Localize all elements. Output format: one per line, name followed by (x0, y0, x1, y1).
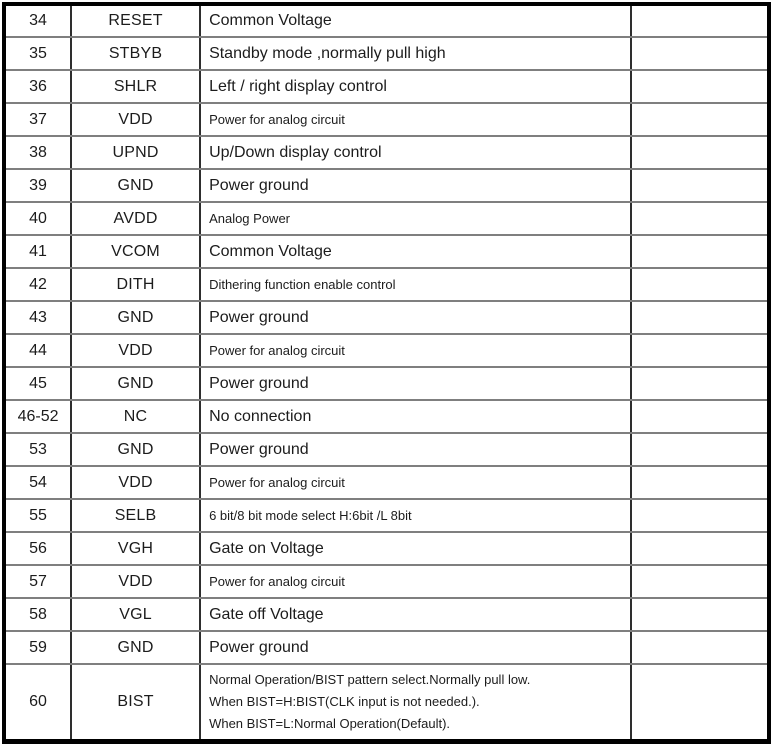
pin-number-cell: 56 (4, 532, 71, 565)
pin-name-cell: DITH (71, 268, 200, 301)
table-row (4, 433, 769, 466)
table-row (4, 202, 769, 235)
pin-number-cell: 36 (4, 70, 71, 103)
table-row (4, 136, 769, 169)
remark-cell (631, 169, 769, 202)
remark-cell (631, 70, 769, 103)
pin-name-cell: VGL (71, 598, 200, 631)
description-line: Power ground (209, 638, 309, 656)
pin-description-cell (200, 598, 631, 631)
pin-description-cell (200, 400, 631, 433)
pin-number-cell: 37 (4, 103, 71, 136)
description-line: Dithering function enable control (209, 277, 396, 292)
description-line: Power ground (209, 308, 309, 326)
remark-cell (631, 268, 769, 301)
remark-cell (631, 334, 769, 367)
pin-name-cell: GND (71, 169, 200, 202)
pin-number-cell: 57 (4, 565, 71, 598)
pin-description-cell (200, 37, 631, 70)
description-line: Power for analog circuit (209, 574, 345, 589)
pin-name-cell: VDD (71, 334, 200, 367)
pin-number-cell: 42 (4, 268, 71, 301)
table-row (4, 334, 769, 367)
description-line: Power ground (209, 440, 309, 458)
table-row (4, 37, 769, 70)
description-line: Power for analog circuit (209, 343, 345, 358)
remark-cell (631, 400, 769, 433)
description-line: Gate off Voltage (209, 605, 324, 623)
pin-name-cell: VCOM (71, 235, 200, 268)
pin-name-cell: GND (71, 433, 200, 466)
description-line: Analog Power (209, 211, 291, 226)
table-row (4, 367, 769, 400)
pin-number-cell: 54 (4, 466, 71, 499)
table-row (4, 268, 769, 301)
table-row (4, 169, 769, 202)
remark-cell (631, 235, 769, 268)
pin-number-cell: 60 (4, 664, 71, 742)
description-line: 6 bit/8 bit mode select H:6bit /L 8bit (209, 508, 412, 523)
pin-name-cell: GND (71, 631, 200, 664)
remark-cell (631, 433, 769, 466)
table-row (4, 565, 769, 598)
pin-name-cell: GND (71, 367, 200, 400)
pin-name-cell: NC (71, 400, 200, 433)
pin-name-cell: VGH (71, 532, 200, 565)
pin-number-cell: 40 (4, 202, 71, 235)
description-line: Power for analog circuit (209, 475, 345, 490)
description-line: Left / right display control (209, 77, 387, 95)
pin-number-cell: 41 (4, 235, 71, 268)
table-row (4, 103, 769, 136)
description-line: Gate on Voltage (209, 539, 324, 557)
remark-cell (631, 301, 769, 334)
pin-name-cell: SHLR (71, 70, 200, 103)
pin-description-cell (200, 565, 631, 598)
pin-description-cell (200, 301, 631, 334)
pin-name-cell: GND (71, 301, 200, 334)
description-line: No connection (209, 407, 312, 425)
remark-cell (631, 103, 769, 136)
description-line: Common Voltage (209, 242, 332, 260)
pin-description-cell (200, 631, 631, 664)
pin-name-cell: UPND (71, 136, 200, 169)
pin-name-cell: RESET (71, 4, 200, 37)
table-row (4, 598, 769, 631)
pin-description-cell (200, 664, 631, 742)
pin-name-cell: BIST (71, 664, 200, 742)
pin-description-cell (200, 268, 631, 301)
pin-number-cell: 45 (4, 367, 71, 400)
description-line: When BIST=L:Normal Operation(Default). (209, 716, 451, 731)
remark-cell (631, 631, 769, 664)
remark-cell (631, 37, 769, 70)
pin-description-cell (200, 532, 631, 565)
pin-description-cell (200, 4, 631, 37)
pin-description-cell (200, 466, 631, 499)
remark-cell (631, 664, 769, 742)
table-row (4, 466, 769, 499)
remark-cell (631, 136, 769, 169)
pin-number-cell: 53 (4, 433, 71, 466)
pin-number-cell: 58 (4, 598, 71, 631)
pin-description-cell (200, 169, 631, 202)
description-line: Power for analog circuit (209, 112, 345, 127)
description-line: When BIST=H:BIST(CLK input is not needed.). (209, 694, 480, 709)
remark-cell (631, 367, 769, 400)
description-line: Power ground (209, 176, 309, 194)
pin-description-cell (200, 367, 631, 400)
pin-description-cell (200, 136, 631, 169)
pin-number-cell: 55 (4, 499, 71, 532)
pin-number-cell: 43 (4, 301, 71, 334)
pin-number-cell: 38 (4, 136, 71, 169)
pin-number-cell: 35 (4, 37, 71, 70)
pin-description-cell (200, 202, 631, 235)
pin-description-cell (200, 433, 631, 466)
remark-cell (631, 598, 769, 631)
pin-description-cell (200, 103, 631, 136)
pin-number-cell: 59 (4, 631, 71, 664)
remark-cell (631, 532, 769, 565)
pin-description-cell (200, 334, 631, 367)
pin-number-cell: 39 (4, 169, 71, 202)
pin-name-cell: VDD (71, 466, 200, 499)
remark-cell (631, 202, 769, 235)
description-line: Common Voltage (209, 12, 332, 29)
pin-description-cell (200, 70, 631, 103)
remark-cell (631, 466, 769, 499)
table-row (4, 664, 769, 742)
pin-name-cell: VDD (71, 565, 200, 598)
table-row (4, 532, 769, 565)
pin-number-cell: 34 (4, 4, 71, 37)
remark-cell (631, 499, 769, 532)
description-line: Power ground (209, 374, 309, 392)
table-row (4, 301, 769, 334)
table-row (4, 70, 769, 103)
pin-description-table (2, 2, 771, 744)
pin-name-cell: AVDD (71, 202, 200, 235)
description-line: Normal Operation/BIST pattern select.Normally pull low. (209, 672, 531, 687)
table-row (4, 235, 769, 268)
pin-name-cell: STBYB (71, 37, 200, 70)
description-line: Up/Down display control (209, 143, 382, 161)
pin-description-cell (200, 235, 631, 268)
pin-number-cell: 44 (4, 334, 71, 367)
table-row (4, 4, 769, 37)
table-row (4, 400, 769, 433)
pin-name-cell: VDD (71, 103, 200, 136)
pin-table-body (4, 4, 769, 742)
table-row (4, 631, 769, 664)
remark-cell (631, 4, 769, 37)
pin-name-cell: SELB (71, 499, 200, 532)
table-row (4, 499, 769, 532)
pin-number-cell: 46-52 (4, 400, 71, 433)
description-line: Standby mode ,normally pull high (209, 44, 446, 62)
pin-description-cell (200, 499, 631, 532)
remark-cell (631, 565, 769, 598)
